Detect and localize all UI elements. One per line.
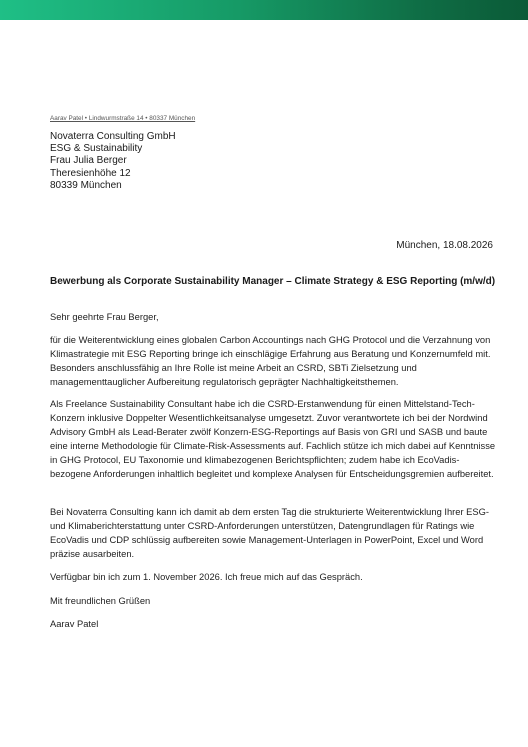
letter-signature	[50, 617, 500, 631]
closing-text: Mit freundlichen Grüßen	[50, 596, 151, 606]
letter-paragraph	[50, 570, 500, 584]
letter-greeting	[50, 310, 500, 324]
letter-subject: Bewerbung als Corporate Sustainability Manager – Climate Strategy & ESG Reporting (m/w/d)	[50, 276, 496, 287]
recipient-contact: Frau Julia Berger	[50, 155, 127, 167]
letter-date: München, 18.08.2026	[396, 240, 493, 251]
greeting-text: Sehr geehrte Frau Berger,	[50, 312, 159, 322]
recipient-city: 80339 München	[50, 179, 122, 191]
letter-paragraph	[50, 397, 500, 482]
letter-paragraph	[50, 333, 500, 389]
recipient-company: Novaterra Consulting GmbH	[50, 131, 176, 142]
recipient-department: ESG & Sustainability	[50, 143, 143, 155]
header-accent-bar	[0, 0, 528, 20]
paragraph-text: Verfügbar bin ich zum 1. November 2026. Ich freue mich auf das Gespräch.	[50, 572, 363, 582]
paragraph-text: Als Freelance Sustainability Consultant habe ich die CSRD-Erstanwendung für einen Mittelstand-Tech-Konzern inklusive Doppelter Wesentlichkeitsanalyse umgesetzt. Zuvor verantwortete ich bei der Nordwind Advisory GmbH als Lead-Berater zwölf Konzern-ESG-Reportings auf Basis von GRI und SASB und baute eine interne Methodologie für Climate-Risk-Assessments auf. Fachlich stütze ich mich dabei auf Kenntnisse in GHG Protocol, EU Taxonomie und klimabezogenen Berichtspflichten; zudem habe ich EcoVadis-bezogene Anforderungen inhaltlich begleitet und komplexe Analysen für Entscheidungsgremien aufbereitet.	[50, 399, 496, 480]
recipient-street: Theresienhöhe 12	[50, 167, 131, 179]
letter-paragraph	[50, 505, 500, 561]
recipient-address-block	[50, 131, 176, 192]
paragraph-text: Bei Novaterra Consulting kann ich damit ab dem ersten Tag die strukturierte Weiterentwicklung Ihrer ESG- und Klimaberichterstattung unter CSRD-Anforderungen unterstützen, Datengrundlagen für Ratings wie EcoVadis und CDP schlüssig aufbereiten sowie Management-Unterlagen in PowerPoint, Excel und Word präzise ausarbeiten.	[50, 507, 490, 560]
signature-name: Aarav Patel	[50, 619, 99, 629]
sender-address-line: Aarav Patel • Lindwurmstraße 14 • 80337 München	[50, 115, 196, 122]
letter-closing	[50, 594, 500, 608]
paragraph-text: für die Weiterentwicklung eines globalen Carbon Accountings nach GHG Protocol und die Verzahnung von Klimastrategie mit ESG Reporting bringe ich einschlägige Erfahrung aus Beratung und Konzernumfeld mit. Besonders anschlussfähig an Ihre Rolle ist meine Arbeit an CSRD, SBTi Zielsetzung und managementtauglicher Aufbereitung regulatorisch geprägter Nachhaltigkeitsthemen.	[50, 335, 491, 388]
